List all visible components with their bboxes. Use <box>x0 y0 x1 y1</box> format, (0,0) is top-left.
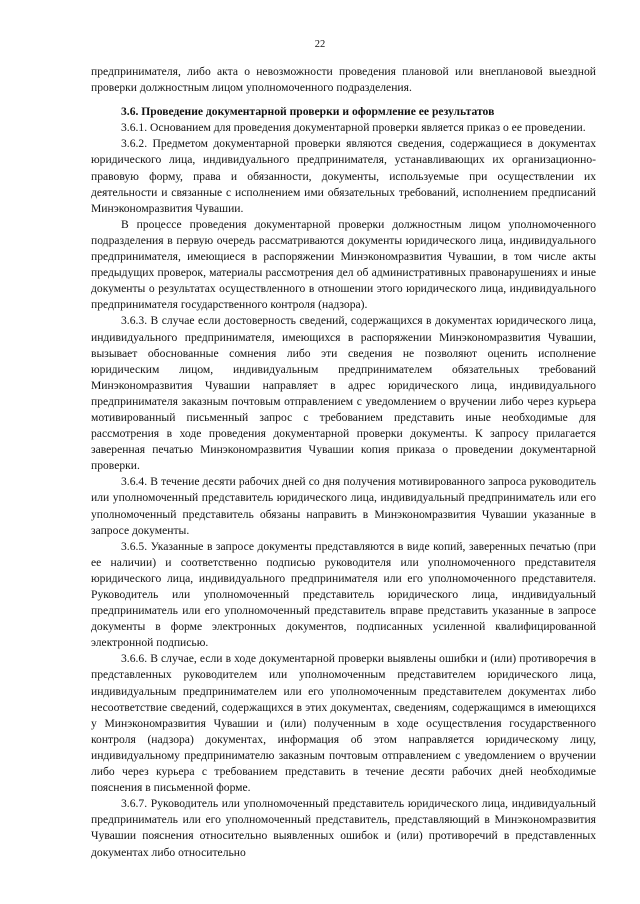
paragraph-3-6-4: 3.6.4. В течение десяти рабочих дней со дня получения мотивированного запроса руководитель или уполномоченный представитель юридического лица, индивидуальный предприниматель или его уполномоченный представитель обязаны направить в Минэкономразвития Чувашии указанные в запросе документы. <box>91 475 596 537</box>
paragraph-review-process: В процессе проведения документарной проверки должностным лицом уполномоченного подразделения в первую очередь рассматриваются документы юридического лица, индивидуального предпринимателя, имеющиеся в распоряжении Минэкономразвития Чувашии, в том числе акты предыдущих проверок, материалы рассмотрения дел об административных правонарушениях и иные документы о результатах осуществленного в отношении этого юридического лица, индивидуального предпринимателя государственного контроля (надзора). <box>91 217 596 312</box>
page-number: 22 <box>314 39 326 50</box>
paragraph-3-6-6: 3.6.6. В случае, если в ходе документарной проверки выявлены ошибки и (или) противоречия в представленных руководителем или уполномоченным представителем юридического лица, индивидуальным предпринимателем или его уполномоченным представителем документах либо несоответствие сведений, содержащихся в этих документах, сведениям, содержащимся в имеющихся у Минэкономразвития Чувашии и (или) полученным в ходе осуществления государственного контроля (надзора) документах, информация об этом направляется юридическому лицу, индивидуальному предпринимателю заказным почтовым отправлением с уведомлением о вручении либо через курьера с требованием представить в течение десяти рабочих дней необходимые пояснения в письменной форме. <box>91 652 596 795</box>
paragraph-3-6-2: 3.6.2. Предметом документарной проверки являются сведения, содержащиеся в документах юридического лица, индивидуального предпринимателя, устанавливающих их организационно-правовую форму, права и обязанности, документы, используемые при осуществлении их деятельности и связанные с исполнением ими обязательных требований, исполнением предписаний Минэкономразвития Чувашии. <box>91 137 596 215</box>
paragraph-3-6-3: 3.6.3. В случае если достоверность сведений, содержащихся в документах юридического лица, индивидуального предпринимателя, имеющихся в распоряжении Минэкономразвития Чувашии, вызывает обоснованные сомнения либо эти сведения не позволяют оценить исполнение юридическим лицом, индивидуальным предпринимателем обязательных требований Минэкономразвития Чувашии направляет в адрес юридического лица, индивидуального предпринимателя заказным почтовым отправлением с уведомлением о вручении либо через курьера мотивированный письменный запрос с требованием представить иные необходимые для рассмотрения в ходе проведения документарной проверки документы. К запросу прилагается заверенная печатью Минэкономразвития Чувашии копия приказа о проведении документарной проверки. <box>91 314 596 473</box>
document-body <box>91 64 596 861</box>
paragraph-3-6-7: 3.6.7. Руководитель или уполномоченный представитель юридического лица, индивидуальный предприниматель или его уполномоченный представитель, представляющий в Минэкономразвития Чувашии пояснения относительно выявленных ошибок и (или) противоречий в представленных документах либо относительно <box>91 797 596 859</box>
intro-paragraph: предпринимателя, либо акта о невозможности проведения плановой или внеплановой выездной проверки должностным лицом уполномоченного подразделения. <box>91 65 596 95</box>
paragraph-3-6-5: 3.6.5. Указанные в запросе документы представляются в виде копий, заверенных печатью (при ее наличии) и соответственно подписью руководителя или уполномоченного представителя юридического лица, индивидуального предпринимателя или его уполномоченного представителя. Руководитель или уполномоченный представитель юридического лица, индивидуальный предприниматель или его уполномоченный представитель вправе представить указанные в запросе документы в форме электронных документов, подписанных усиленной квалифицированной электронной подписью. <box>91 539 596 650</box>
paragraph-3-6-1: 3.6.1. Основанием для проведения документарной проверки является приказ о ее проведении. <box>121 121 586 135</box>
section-title: 3.6. Проведение документарной проверки и оформление ее результатов <box>121 105 495 119</box>
